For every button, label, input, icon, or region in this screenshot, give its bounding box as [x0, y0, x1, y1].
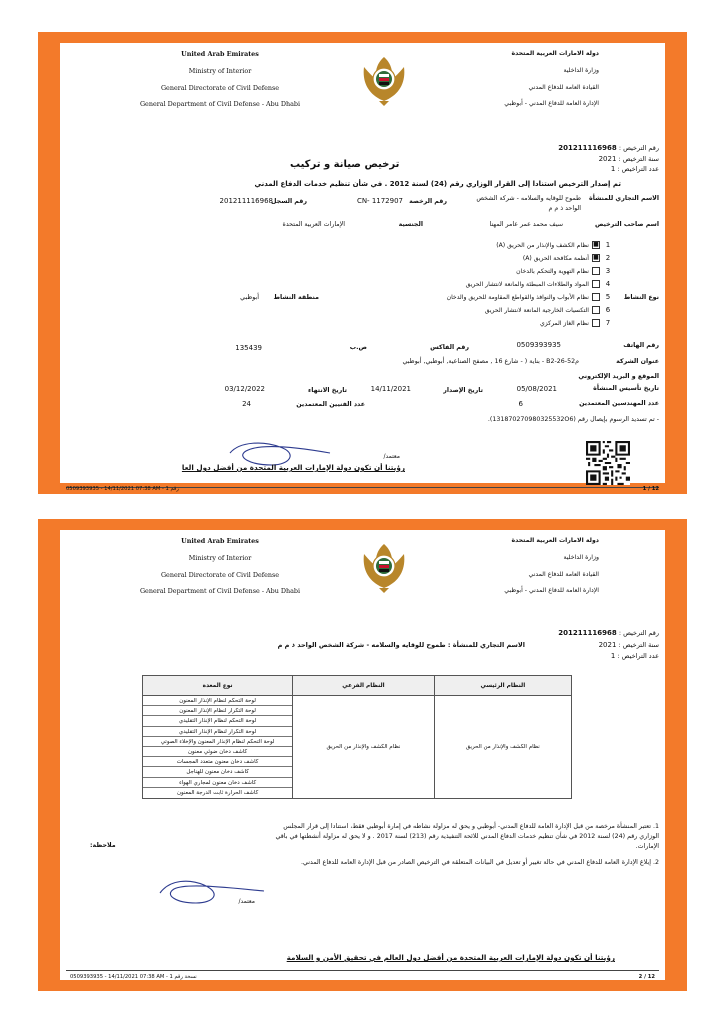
activity-row-6: 6 التكسيات الخارجية المانعة لانتشار الحريق — [484, 306, 611, 314]
engineers-value: 6 — [518, 400, 523, 408]
header-en-line-2: Ministry of Interior — [188, 554, 252, 562]
list-item: كاشف الحرارة ثابت الدرجة المعنون — [176, 789, 259, 796]
phone-value: 0509393935 — [516, 341, 561, 349]
header-ar-line-2: وزارة الداخلية — [563, 67, 599, 74]
trade-name-row: الاسم التجاري للمنشأة : طموح للوقايه والسلامه - شركة الشخص الواحد ذ م م — [277, 641, 525, 649]
list-item: كاشف دخان معنون لمجاري الهواء — [143, 778, 292, 788]
fees-paid-note: - تم تسديد الرسوم بإيصال رقم (131870270980325532О6). — [487, 416, 659, 423]
nationality-value: الإمارات العربية المتحدة — [282, 221, 345, 228]
note-1-line-3: الإمارات. — [635, 843, 659, 850]
decree-text: تم إصدار الترخيص استنادا إلى القرار الوزاري رقم (24) لسنة 2012 . في شأن تنظيم خدمات الدفاع المدني — [254, 180, 621, 188]
established-value: 05/08/2021 — [516, 385, 557, 393]
main-system-cell: نظام الكشف والإنذار من الحريق — [434, 696, 571, 799]
registry-value: 201211116968 — [219, 197, 273, 205]
activity-checkbox-4 — [592, 280, 600, 288]
issue-date-label: تاريخ الإصدار — [443, 387, 483, 394]
technicians-label: عدد الفنيين المعتمدين — [296, 401, 365, 408]
page-number: 1 / 12 — [642, 486, 659, 492]
activity-type-label: نوع النشاط — [623, 294, 659, 301]
activity-row-2: 2 ■ أنظمة مكافحة الحريق (A) — [522, 254, 611, 262]
activity-checkbox-5 — [592, 293, 600, 301]
activity-checkbox-1: ■ — [593, 241, 599, 248]
list-item: كاشف دخان معنون متعدد المجسات — [143, 757, 292, 767]
list-item: كاشف دخان ضوئي معنون — [143, 747, 292, 757]
renewals-row: عدد التراخيص : 1 — [610, 652, 659, 660]
footer-divider — [66, 970, 659, 971]
header-ar-line-1: دولة الامارات العربية المتحدة — [511, 537, 599, 544]
list-item: لوحة التكرار لنظام الإنذار التقليدي — [143, 727, 292, 737]
vision-statement: رؤيتنا أن تكون دولة الإمارات العربية المتحدة من أفضل دول العا — [181, 463, 405, 472]
vision-statement: رؤيتنا أن تكون دولة الإمارات العربية المتحدة من أفضل دول العالم في تحقيق الأمن و السلامة — [286, 953, 615, 962]
activity-area-label: منطقة النشاط — [273, 294, 319, 301]
footer-stamp: 0509393935 - 14/11/2021 07:38 AM - 1 رقم — [66, 486, 179, 492]
license-number-value: CN- 1172907 — [356, 197, 403, 205]
license-no-row: رقم الترخيص : 201211116968 — [558, 144, 659, 152]
license-page-1 — [38, 32, 687, 494]
owner-label: اسم صاحب الترخيص — [594, 221, 659, 228]
page-sheet — [60, 43, 665, 492]
list-item: لوحة التحكم لنظام الإنذار المعنون والإخلاء الصوتي — [143, 737, 292, 747]
registry-label: رقم السجل — [271, 198, 307, 205]
header-en-line-4: General Department of Civil Defense - Abu Dhabi — [139, 100, 301, 108]
col-sub-system: النظام الفرعي — [293, 676, 435, 696]
list-item: لوحة التحكم لنظام الإنذار المعنون — [143, 696, 292, 706]
activity-row-3: 3 نظام التهوية والتحكم بالدخان — [516, 267, 611, 275]
license-number-label: رقم الرخصة — [409, 198, 447, 205]
activities-list — [393, 239, 613, 335]
header-en-line-4: General Department of Civil Defense - Abu Dhabi — [139, 587, 301, 595]
trade-name-value-1: طموح للوقايه والسلامه - شركة الشخص — [476, 195, 581, 202]
activity-checkbox-6 — [592, 306, 600, 314]
issue-date-value: 14/11/2021 — [370, 385, 411, 393]
header-en-line-2: Ministry of Interior — [188, 67, 252, 75]
expiry-date-value: 03/12/2022 — [224, 385, 265, 393]
note-label: ملاحظة: — [90, 842, 116, 849]
note-1-line-1: 1. تعتبر المنشأة مرخصة من قبل الإدارة العامة للدفاع المدني- أبوظبي و يحق له مزاولة نشاطه في إمارة أبوظبي فقط، استنادا إلى قرار المجلس — [283, 823, 659, 830]
address-value: م52-B2-26 - بناية ( - شارع 16 , مصفح الصناعية, أبوظبي, أبوظبي — [402, 358, 579, 365]
list-item: كاشف دخان معنون للهناجل — [143, 767, 292, 777]
approved-label: معتمد/ — [383, 453, 400, 460]
pobox-label: ص.ب — [349, 344, 367, 351]
activity-row-5: 5 نظام الأبواب والنوافذ والقواطع المقاومة للحريق والدخان — [446, 293, 611, 301]
header-ar-line-3: القيادة العامة للدفاع المدني — [528, 571, 599, 578]
license-year-row: سنة الترخيص : 2021 — [598, 641, 659, 649]
equipment-list-cell — [143, 696, 293, 799]
pobox-value: 135439 — [235, 344, 262, 352]
page-sheet — [60, 530, 665, 980]
list-item: لوحة التكرار لنظام الإنذار المعنون — [143, 706, 292, 716]
engineers-label: عدد المهندسين المعتمدين — [579, 400, 659, 407]
uae-emblem-icon — [359, 538, 409, 594]
license-no-row: رقم الترخيص : 201211116968 — [558, 629, 659, 637]
list-item: لوحة التحكم لنظام الإنذار التقليدي — [143, 716, 292, 726]
license-year-row: سنة الترخيص : 2021 — [598, 155, 659, 163]
document-title: ترخيص صيانة و تركيب — [290, 159, 400, 170]
signature-icon — [152, 875, 272, 911]
activity-row-7: 7 نظام الغاز المركزي — [540, 319, 611, 327]
table-header-row — [143, 676, 572, 696]
activity-area-value: أبوظبي — [240, 294, 259, 301]
header-en-line-3: General Directorate of Civil Defense — [160, 571, 280, 579]
header-ar-line-4: الإدارة العامة للدفاع المدني - أبوظبي — [504, 100, 599, 107]
header-en-line-1: United Arab Emirates — [181, 50, 259, 58]
established-label: تاريخ تأسيس المنشأة — [593, 385, 659, 392]
header-en-line-1: United Arab Emirates — [181, 537, 259, 545]
footer-stamp: 0509393935 - 14/11/2021 07:38 AM - 1 نسخة رقم — [70, 974, 197, 980]
col-main-system: النظام الرئيسي — [434, 676, 571, 696]
renewals-row: عدد التراخيص : 1 — [610, 165, 659, 173]
header-ar-line-2: وزارة الداخلية — [563, 554, 599, 561]
header-ar-line-4: الإدارة العامة للدفاع المدني - أبوظبي — [504, 587, 599, 594]
approved-label: معتمد/ — [238, 898, 255, 905]
note-2: 2. إبلاغ الإدارة العامة للدفاع المدني في حالة تغيير أو تعديل في البيانات المتعلقة في الترخيص الصادر من قبل الإدارة العامة للدفاع المدني. — [300, 859, 659, 866]
fax-label: رقم الفاكس — [430, 344, 469, 351]
activity-row-1: 1 ■ نظام الكشف والإنذار من الحريق (A) — [496, 241, 611, 249]
owner-value: سيف محمد عمر عامر المهنا — [489, 221, 563, 228]
note-1-line-2: الوزاري رقم (24) لسنة 2012 في شأن تنظيم خدمات الدفاع المدني للائحة التنفيذية رقم (213) لسنة 2017 . و لا يحق له مزاولة أنشطتها في باقي — [275, 833, 659, 840]
trade-name-value-2: الواحد ذ م م — [548, 205, 581, 212]
technicians-value: 24 — [242, 400, 251, 408]
activity-checkbox-2: ■ — [593, 254, 599, 261]
license-page-2 — [38, 519, 687, 991]
address-label: عنوان الشركة — [616, 358, 659, 365]
activity-checkbox-7 — [592, 319, 600, 327]
systems-table — [142, 675, 572, 799]
header-ar-line-1: دولة الامارات العربية المتحدة — [511, 50, 599, 57]
expiry-date-label: تاريخ الانتهاء — [308, 387, 347, 394]
nationality-label: الجنسية — [398, 221, 423, 228]
col-equipment-type: نوع المعدة — [143, 676, 293, 696]
header-ar-line-3: القيادة العامة للدفاع المدني — [528, 84, 599, 91]
uae-emblem-icon — [359, 51, 409, 107]
phone-label: رقم الهاتف — [623, 342, 659, 349]
activity-row-4: 4 المواد والطلاءات المبطئة والمانعة لانتشار الحريق — [465, 280, 611, 288]
activity-checkbox-3 — [592, 267, 600, 275]
web-email-label: الموقع و البريد الإلكتروني — [578, 373, 659, 380]
page-number: 2 / 12 — [638, 974, 655, 980]
qr-code-icon — [586, 441, 630, 485]
sub-system-cell: نظام الكشف والإنذار من الحريق — [293, 696, 435, 799]
trade-name-label: الاسم التجاري للمنشأة — [589, 195, 659, 202]
header-en-line-3: General Directorate of Civil Defense — [160, 84, 280, 92]
table-row — [143, 696, 572, 799]
